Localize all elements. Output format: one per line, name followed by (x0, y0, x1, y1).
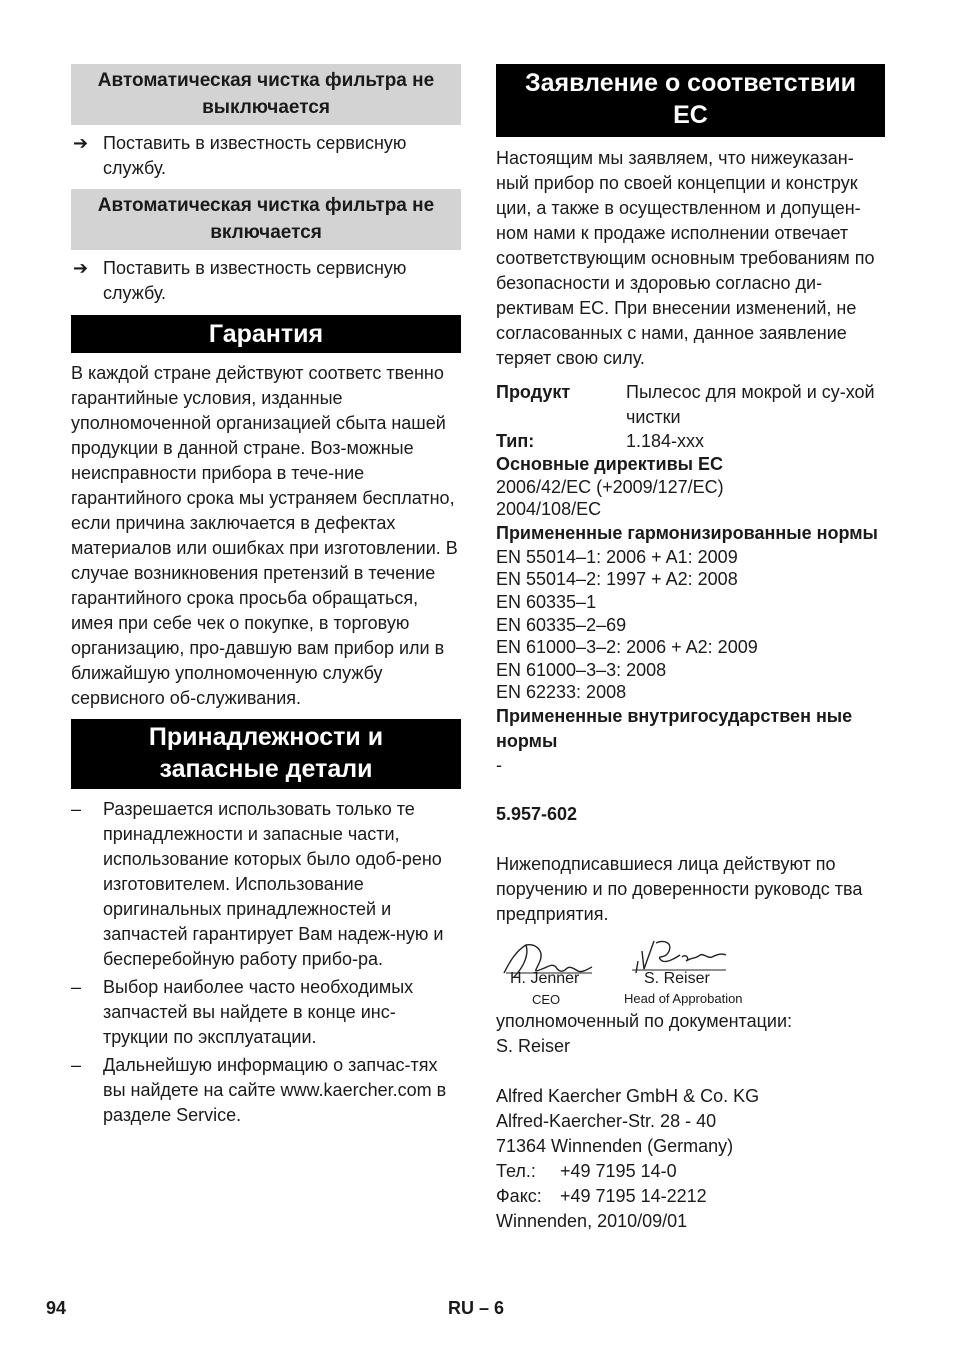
fax-row (496, 1184, 885, 1209)
product-label: Продукт (496, 382, 571, 402)
company-name: Alfred Kaercher GmbH & Co. KG (496, 1085, 760, 1106)
ec-heading-line: Заявление о соответствии (524, 69, 857, 97)
right-column (496, 64, 885, 1234)
directives-block (496, 453, 885, 777)
directive-item: 2006/42/EC (+2009/127/EC) (496, 476, 724, 497)
instruction-item (71, 131, 461, 181)
doc-authorized-name: S. Reiser (496, 1035, 571, 1056)
national-label: Примененные внутригосударствен ные нормы (496, 705, 853, 751)
warranty-heading: Гарантия (71, 315, 461, 353)
section-label: RU – 6 (448, 1298, 505, 1318)
list-item (71, 1053, 461, 1128)
accessories-heading-line: Принадлежности и (148, 723, 384, 751)
standard-item: EN 60335–2–69 (496, 614, 627, 635)
signer2-name: S. Reiser (644, 969, 710, 987)
list-item (71, 797, 461, 972)
list-item-text: Выбор наиболее часто необходимых запчастей вы найдете в конце инс-трукции по эксплуатации. (103, 977, 414, 1047)
accessories-heading-line: запасные детали (159, 755, 373, 783)
signer1-role: CEO (532, 991, 561, 1007)
company-address (496, 1084, 885, 1234)
doc-authorized: уполномоченный по документации: (496, 1010, 793, 1031)
signers-text: Нижеподписавшиеся лица действуют по поручению и по доверенности руководс тва предприятия. (496, 853, 863, 924)
type-value: 1.184-xxx (626, 431, 705, 451)
dash-bullet: – (71, 799, 82, 819)
left-column (71, 64, 461, 1128)
product-row (496, 380, 885, 430)
standard-item: EN 62233: 2008 (496, 682, 627, 703)
instruction-text: Поставить в известность сервисную службу. (103, 133, 407, 178)
signer1-name: H. Jenner (510, 969, 580, 987)
directive-item: 2004/108/EC (496, 499, 602, 520)
arrow-right-icon: ➔ (73, 133, 89, 153)
fax-label: Факс: (496, 1185, 542, 1206)
harmonized-label: Примененные гармонизированные нормы (496, 522, 878, 543)
product-value: Пылесос для мокрой и су-хой чистки (626, 382, 875, 427)
directives-label: Основные директивы ЕС (496, 454, 724, 474)
section-heading: Автоматическая чистка фильтра не включается (71, 189, 461, 250)
type-label: Тип: (496, 431, 535, 451)
accessories-heading (71, 719, 461, 789)
instruction-item (71, 256, 461, 306)
standard-item: EN 60335–1 (496, 591, 597, 612)
standard-item: EN 61000–3–2: 2006 + A2: 2009 (496, 637, 758, 658)
instruction-text: Поставить в известность сервисную службу. (103, 258, 407, 303)
fax-value: +49 7195 14-2212 (560, 1185, 707, 1206)
company-street: Alfred-Kaercher-Str. 28 - 40 (496, 1110, 717, 1131)
signer2-role: Head of Approbation (624, 990, 743, 1006)
phone-value: +49 7195 14-0 (560, 1160, 677, 1181)
document-number: 5.957-602 (496, 803, 578, 824)
standard-item: EN 61000–3–3: 2008 (496, 659, 667, 680)
list-item-text: Разрешается использовать только те принадлежности и запасные части, использование которых было одоб-рено изготовителем. Использование оригинальных принадлежностей и запчастей гарантирует Вам надеж-ную и бесперебойную работу прибо-ра. (103, 799, 444, 969)
national-value: - (496, 754, 502, 775)
type-row (496, 430, 885, 453)
phone-row (496, 1159, 885, 1184)
warranty-text: В каждой стране действуют соответс твенно гарантийные условия, изданные уполномоченной организацией сбыта нашей продукции в данной стране. Воз-можные неисправности прибора в тече-ние гарантийного срока мы устраняем бесплатно, если причина заключается в дефектах материалов или ошибках при изготовлении. В случае возникновения претензий в течение гарантийного срока просьба обращаться, имея при себе чек о покупке, в торговую организацию, про-давшую вам прибор или в ближайшую уполномоченную службу сервисного об-служивания. (71, 363, 458, 708)
dash-bullet: – (71, 1055, 82, 1075)
page-number: 94 (46, 1298, 67, 1318)
section-heading: Автоматическая чистка фильтра не выключается (71, 64, 461, 125)
company-city: 71364 Winnenden (Germany) (496, 1135, 734, 1156)
ec-declaration-heading (496, 64, 885, 137)
standard-item: EN 55014–2: 1997 + A2: 2008 (496, 569, 738, 590)
ec-heading-line: ЕС (673, 101, 708, 129)
ec-declaration-text: Настоящим мы заявляем, что нижеуказан-ный прибор по своей концепции и конструк ции, а также в осуществленном и допущен-ном нами к продаже исполнении отвечает соответствующим основным требованиям по безопасности и здоровью согласно ди-рективам ЕС. При внесении изменений, не согласованных с нами, данное заявление теряет свою силу. (496, 148, 875, 368)
list-item (71, 975, 461, 1050)
phone-label: Тел.: (496, 1160, 536, 1181)
standard-item: EN 55014–1: 2006 + A1: 2009 (496, 546, 738, 567)
list-item-text: Дальнейшую информацию о запчас-тях вы найдете на сайте www.kaercher.com в разделе Service. (103, 1055, 447, 1125)
arrow-right-icon: ➔ (73, 258, 89, 278)
signature-block (496, 933, 885, 1009)
accessories-list (71, 797, 461, 1128)
dash-bullet: – (71, 977, 82, 997)
place-date: Winnenden, 2010/09/01 (496, 1210, 688, 1231)
